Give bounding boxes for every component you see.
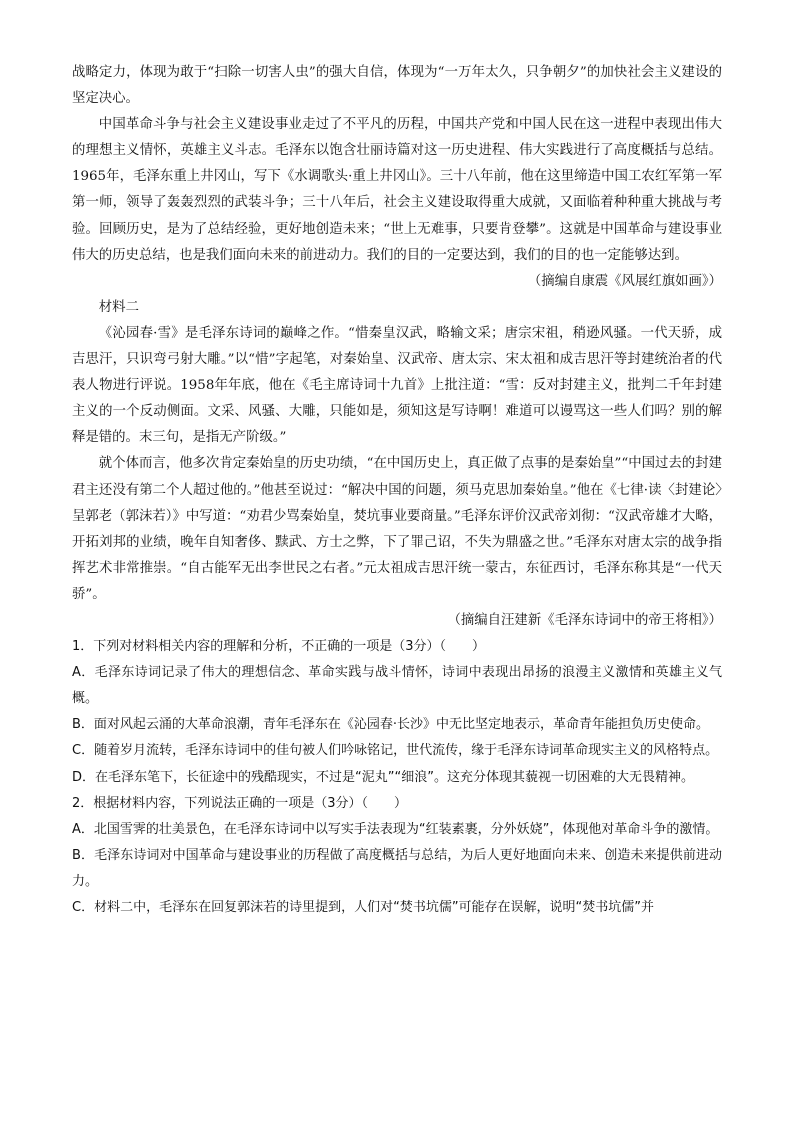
option-d[interactable] bbox=[72, 765, 722, 791]
option-text: 随着岁月流转，毛泽东诗词中的佳句被人们吟咏铭记，世代流传，缘于毛泽东诗词革命现实主义的风格特点。 bbox=[94, 743, 719, 759]
option-text: 在毛泽东笔下，长征途中的残酷现实，不过是“泥丸”“细浪”。这充分体现其藐视一切困难的大无畏精神。 bbox=[95, 769, 694, 785]
material-one-paragraph: 中国革命斗争与社会主义建设事业走过了不平凡的历程，中国共产党和中国人民在这一进程中表现出伟大的理想主义情怀，英雄主义斗志。毛泽东以饱含壮丽诗篇对这一历史进程、伟大实践进行了高度概括与总结。1965年，毛泽东重上井冈山，写下《水调歌头·重上井冈山》。三十八年前，他在这里缔造中国工农红军第一军第一师，领导了轰轰烈烈的武装斗争；三十八年后，社会主义建设取得重大成就，又面临着种种重大挑战与考验。回顾历史，是为了总结经验，更好地创造未来；“世上无难事，只要肯登攀”。这就是中国革命与建设事业伟大的历史总结，也是我们面向未来的前进动力。我们的目的一定要达到，我们的目的也一定能够达到。 bbox=[72, 117, 722, 263]
material-two-heading: 材料二 bbox=[98, 299, 139, 315]
option-c[interactable] bbox=[72, 738, 722, 764]
option-letter: C． bbox=[72, 900, 95, 915]
option-text: 材料二中，毛泽东在回复郭沫若的诗里提到，人们对“焚书坑儒”可能存在误解，说明“焚书坑儒”并 bbox=[94, 900, 655, 915]
material-two-paragraph-2: 就个体而言，他多次肯定秦始皇的历史功绩，“在中国历史上，真正做了点事的是秦始皇”“中国过去的封建君主还没有第二个人超过他的。”他甚至说过：“解决中国的问题，须马克思加秦始皇。”他在《七律·读〈封建论〉呈郭老（郭沫若）》中写道：“劝君少骂秦始皇，焚坑事业要商量。”毛泽东评价汉武帝刘彻：“汉武帝雄才大略，开拓刘邦的业绩，晚年自知奢侈、黩武、方士之弊，下了罪己诏，不失为鼎盛之世。”毛泽东对唐太宗的战争指挥艺术非常推崇。“自古能军无出李世民之右者。”元太祖成吉思汗统一蒙古，东征西讨，毛泽东称其是“一代天骄”。 bbox=[72, 456, 722, 602]
question-1 bbox=[72, 634, 722, 791]
option-text: 毛泽东诗词记录了伟大的理想信念、革命实践与战斗情怀，诗词中表现出昂扬的浪漫主义激情和英雄主义气概。 bbox=[72, 665, 722, 707]
material-one-intro-tail: 战略定力，体现为敢于“扫除一切害人虫”的强大自信，体现为“一万年太久，只争朝夕”的加快社会主义建设的坚定决心。 bbox=[72, 65, 722, 107]
material-two-source: （摘编自汪建新《毛泽东诗词中的帝王将相》） bbox=[447, 612, 722, 628]
option-letter: B． bbox=[72, 847, 95, 863]
option-letter: A． bbox=[72, 821, 94, 837]
material-one bbox=[72, 60, 722, 295]
option-b[interactable] bbox=[72, 843, 722, 895]
option-text: 毛泽东诗词对中国革命与建设事业的历程做了高度概括与总结，为后人更好地面向未来、创造未来提供前进动力。 bbox=[72, 847, 722, 889]
option-a[interactable] bbox=[72, 660, 722, 712]
material-two-paragraph-1: 《沁园春·雪》是毛泽东诗词的巅峰之作。“惜秦皇汉武，略输文采；唐宗宋祖，稍逊风骚。一代天骄，成吉思汗，只识弯弓射大雕。”以“惜”字起笔，对秦始皇、汉武帝、唐太宗、宋太祖和成吉思汗等封建统治者的代表人物进行评说。1958年年底，他在《毛主席诗词十九首》上批注道：“雪：反对封建主义，批判二千年封建主义的一个反动侧面。文采、风骚、大雕，只能如是，须知这是写诗啊！难道可以谩骂这一些人们吗？别的解释是错的。末三句，是指无产阶级。” bbox=[72, 325, 722, 446]
question-2 bbox=[72, 791, 722, 921]
material-two bbox=[72, 295, 722, 634]
option-letter: B． bbox=[72, 717, 94, 733]
option-letter: A． bbox=[72, 665, 95, 681]
question-stem: 2．根据材料内容，下列说法正确的一项是（3分）（ ） bbox=[72, 795, 408, 811]
option-text: 面对风起云涌的大革命浪潮，青年毛泽东在《沁园春·长沙》中无比坚定地表示，革命青年能担负历史使命。 bbox=[93, 717, 710, 733]
option-a[interactable] bbox=[72, 817, 722, 843]
option-letter: D． bbox=[72, 769, 96, 785]
question-stem: 1．下列对材料相关内容的理解和分析，不正确的一项是（3分）（ ） bbox=[72, 639, 486, 655]
option-text: 北国雪霁的壮美景色，在毛泽东诗词中以写实手法表现为“红装素裹，分外妖娆”，体现他对革命斗争的激情。 bbox=[93, 821, 719, 837]
option-b[interactable] bbox=[72, 712, 722, 738]
option-c[interactable] bbox=[72, 895, 722, 921]
material-one-source: （摘编自康震《风展红旗如画》） bbox=[527, 273, 722, 289]
option-letter: C． bbox=[72, 743, 95, 759]
